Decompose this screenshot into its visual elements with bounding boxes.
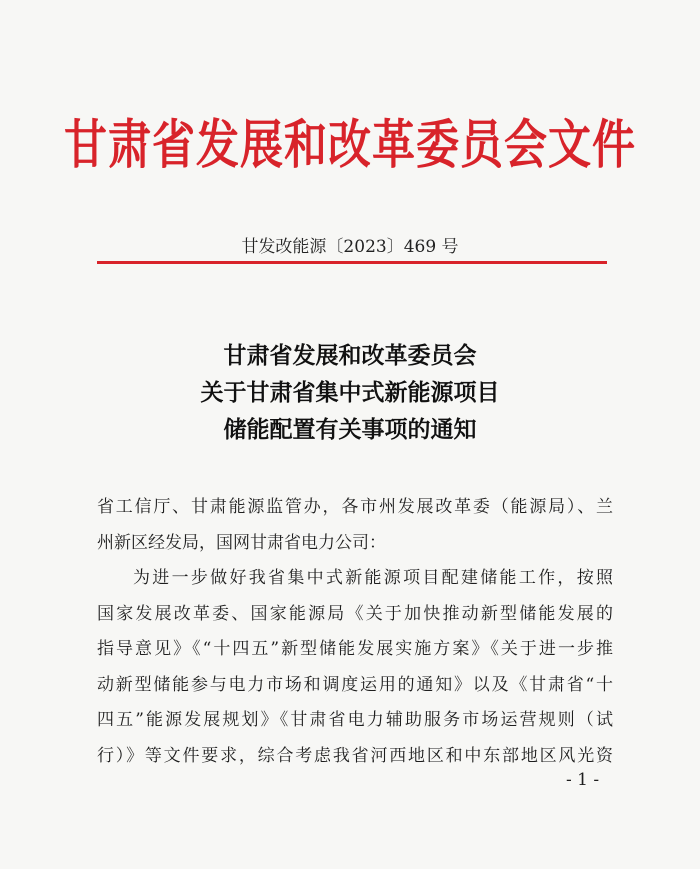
body-line: 动新型储能参与电力市场和调度运用的通知》以及《甘肃省“十 (97, 674, 613, 695)
notice-body (97, 490, 613, 774)
body-line: 四五”能源发展规划》《甘肃省电力辅助服务市场运营规则（试 (97, 710, 613, 730)
notice-title-line: 甘肃省发展和改革委员会 (223, 342, 477, 369)
body-line: 指导意见》《“十四五”新型储能发展实施方案》《关于进一步推 (97, 639, 613, 659)
document-number: 甘发改能源〔2023〕469 号 (241, 237, 459, 257)
notice-title (0, 337, 700, 448)
body-line: 行）》等文件要求，综合考虑我省河西地区和中东部地区风光资 (97, 745, 613, 766)
document-header-title: 甘肃省发展和改革委员会文件 (64, 114, 636, 176)
addressee-line: 州新区经发局，国网甘肃省电力公司： (97, 532, 386, 553)
addressee-line: 省工信厅、甘肃能源监管办，各市州发展改革委（能源局）、兰 (97, 497, 613, 517)
notice-title-line: 储能配置有关事项的通知 (223, 416, 477, 443)
body-line: 为进一步做好我省集中式新能源项目配建储能工作，按照 (133, 568, 613, 588)
red-separator-line (97, 261, 607, 264)
notice-title-line: 关于甘肃省集中式新能源项目 (200, 379, 500, 406)
body-line: 国家发展改革委、国家能源局《关于加快推动新型储能发展的 (97, 603, 613, 624)
page-number: - 1 - (566, 770, 600, 790)
